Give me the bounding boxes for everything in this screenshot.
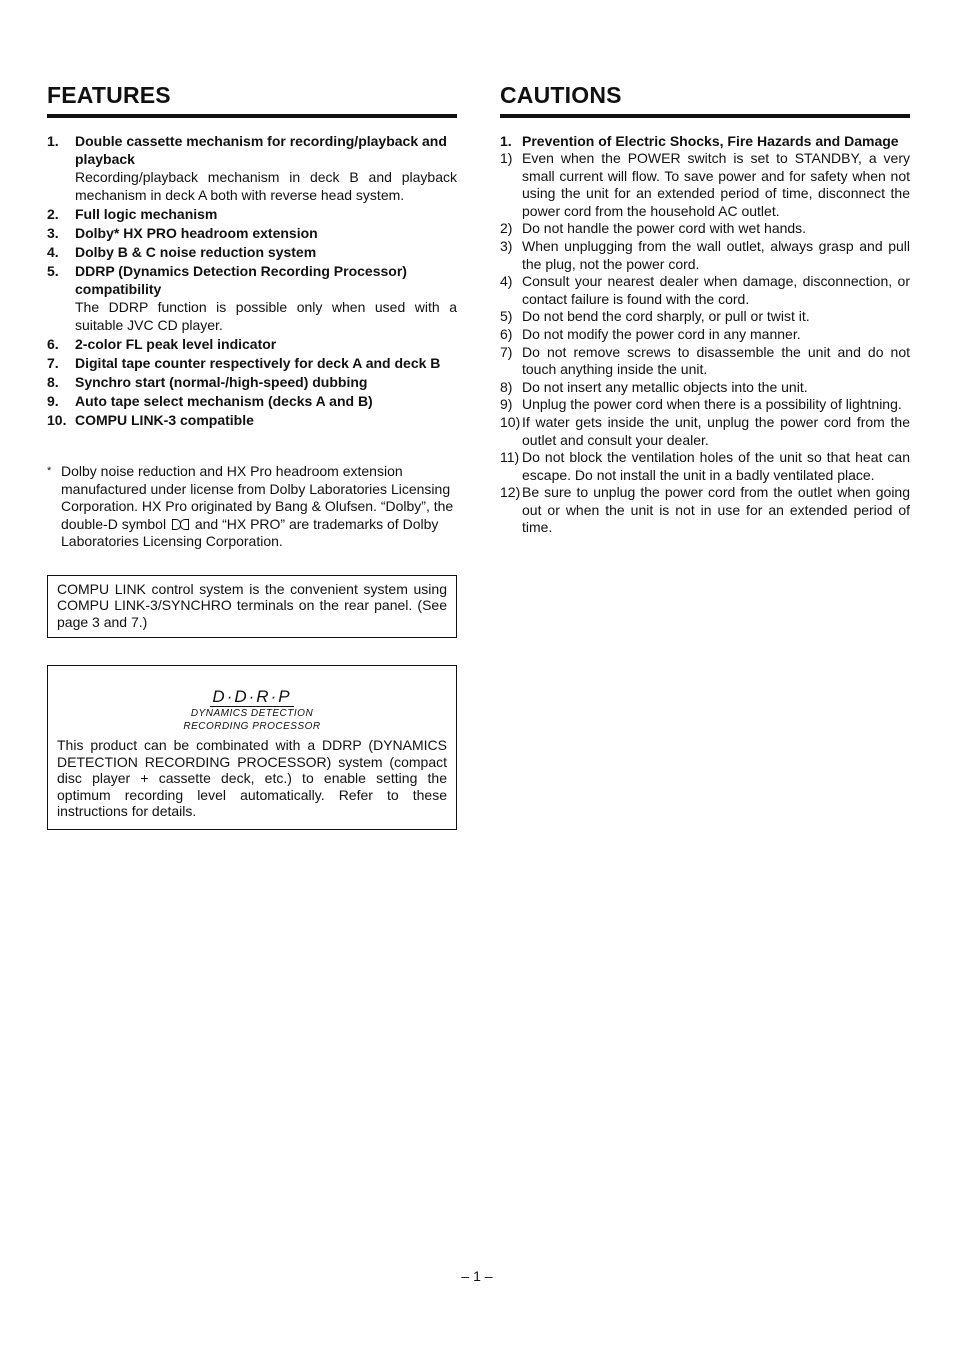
caution-text: When unplugging from the wall outlet, always grasp and pull the plug, not the power cord. [522, 237, 910, 272]
ddrp-logo-title: D·D·R·P [212, 687, 292, 707]
feature-title: COMPU LINK-3 compatible [75, 412, 254, 428]
caution-item [500, 396, 910, 414]
footnote-text-part2: and “HX PRO” are trademarks of Dolby Laboratories Licensing Corporation. [61, 515, 439, 550]
feature-item-7 [47, 354, 457, 372]
caution-item [500, 326, 910, 344]
footnote-text-part1: Dolby noise reduction and HX Pro headroom extension manufactured under license from Dolby Laboratories Licensing Corporation. HX Pro originated by Bang & Olufsen. “Dolby”, the double-D symbol [61, 463, 454, 532]
feature-number: 6. [47, 336, 59, 352]
feature-description: Recording/playback mechanism in deck B and playback mechanism in deck A both with reverse head system. [75, 169, 457, 203]
dolby-footnote [47, 463, 457, 551]
caution-item [500, 344, 910, 379]
feature-number: 7. [47, 355, 59, 371]
cautions-list [500, 150, 910, 537]
feature-item-5 [47, 262, 457, 334]
feature-number: 8. [47, 374, 59, 390]
feature-item-1 [47, 132, 457, 204]
caution-text: Do not modify the power cord in any manner. [522, 325, 801, 342]
footnote-asterisk: * [47, 465, 52, 477]
feature-title: Auto tape select mechanism (decks A and B) [75, 393, 373, 409]
caution-text: Unplug the power cord when there is a possibility of lightning. [522, 396, 902, 413]
feature-item-6 [47, 335, 457, 353]
page-number: – 1 – [461, 1268, 493, 1284]
caution-number: 1) [500, 150, 513, 166]
caution-number: 10) [500, 413, 521, 430]
caution-item [500, 449, 910, 484]
caution-number: 12) [500, 484, 521, 501]
caution-text: Even when the POWER switch is set to STANDBY, a very small current will flow. To save power and for safety when not using the unit for an extended period of time, disconnect the power cord from the household AC outlet. [522, 150, 910, 219]
caution-number: 8) [500, 378, 513, 395]
feature-number: 5. [47, 263, 59, 279]
feature-title: Dolby B & C noise reduction system [75, 244, 317, 260]
feature-number: 2. [47, 206, 59, 222]
caution-text: Do not block the ventilation holes of the unit so that heat can escape. Do not install the unit in a badly ventilated place. [522, 449, 910, 483]
feature-title: 2-color FL peak level indicator [75, 336, 277, 352]
caution-item [500, 220, 910, 238]
feature-title: Digital tape counter respectively for deck A and deck B [75, 355, 441, 371]
feature-title: Synchro start (normal-/high-speed) dubbing [75, 374, 368, 390]
feature-item-3 [47, 224, 457, 242]
caution-text: Do not bend the cord sharply, or pull or twist it. [522, 308, 810, 325]
features-list [47, 132, 457, 429]
feature-item-4 [47, 243, 457, 261]
feature-number: 9. [47, 393, 59, 409]
caution-text: Do not handle the power cord with wet hands. [522, 220, 807, 237]
feature-title: Full logic mechanism [75, 206, 218, 222]
feature-item-10 [47, 411, 457, 429]
caution-item [500, 150, 910, 220]
feature-title: Double cassette mechanism for recording/playback and playback [75, 133, 447, 167]
caution-text: Do not insert any metallic objects into the unit. [522, 378, 808, 395]
feature-description: The DDRP function is possible only when used with a suitable JVC CD player. [75, 299, 457, 333]
feature-title: DDRP (Dynamics Detection Recording Processor) compatibility [75, 263, 407, 297]
feature-item-9 [47, 392, 457, 410]
compulink-note-box: COMPU LINK control system is the convenient system using COMPU LINK-3/SYNCHRO terminals on the rear panel. (See page 3 and 7.) [47, 575, 457, 639]
ddrp-logo-subtitle-line2: RECORDING PROCESSOR [183, 721, 321, 733]
caution-number: 5) [500, 308, 513, 325]
ddrp-note-box [47, 665, 457, 830]
caution-number: 11) [500, 449, 520, 466]
feature-number: 10. [47, 412, 67, 428]
caution-section-title [500, 132, 910, 150]
features-column [47, 82, 457, 830]
ddrp-logo-subtitle-line1: DYNAMICS DETECTION [190, 708, 314, 720]
caution-text: If water gets inside the unit, unplug the power cord from the outlet and consult your dealer. [522, 413, 910, 448]
caution-item [500, 379, 910, 397]
caution-section-text: Prevention of Electric Shocks, Fire Hazards and Damage [522, 133, 899, 149]
cautions-heading: CAUTIONS [500, 82, 910, 118]
feature-number: 4. [47, 244, 59, 260]
feature-number: 3. [47, 225, 59, 241]
caution-number: 7) [500, 343, 513, 360]
caution-number: 9) [500, 396, 513, 413]
caution-number: 4) [500, 273, 513, 290]
feature-item-2 [47, 205, 457, 223]
caution-item [500, 484, 910, 537]
caution-item [500, 238, 910, 273]
caution-item [500, 308, 910, 326]
dolby-double-d-icon [172, 519, 189, 530]
features-heading: FEATURES [47, 82, 457, 118]
ddrp-description: This product can be combinated with a DDRP (DYNAMICS DETECTION RECORDING PROCESSOR) system (compact disc player + cassette deck, etc.) to enable setting the optimum recording level automatically. Refer to these instructions for details. [57, 737, 447, 820]
feature-title: Dolby* HX PRO headroom extension [75, 225, 318, 241]
caution-number: 3) [500, 237, 513, 254]
caution-section-number: 1. [500, 133, 512, 149]
caution-number: 2) [500, 220, 513, 237]
caution-text: Do not remove screws to disassemble the unit and do not touch anything inside the unit. [522, 343, 910, 378]
footnote-text [61, 463, 457, 551]
feature-number: 1. [47, 133, 59, 149]
caution-number: 6) [500, 325, 513, 342]
feature-item-8 [47, 373, 457, 391]
caution-item [500, 414, 910, 449]
ddrp-logo [57, 688, 447, 733]
caution-item [500, 273, 910, 308]
caution-text: Be sure to unplug the power cord from the outlet when going out or when the unit is not in use for an extended period of time. [522, 484, 910, 536]
cautions-column [500, 82, 910, 537]
caution-text: Consult your nearest dealer when damage, disconnection, or contact failure is found with the cord. [522, 273, 910, 307]
